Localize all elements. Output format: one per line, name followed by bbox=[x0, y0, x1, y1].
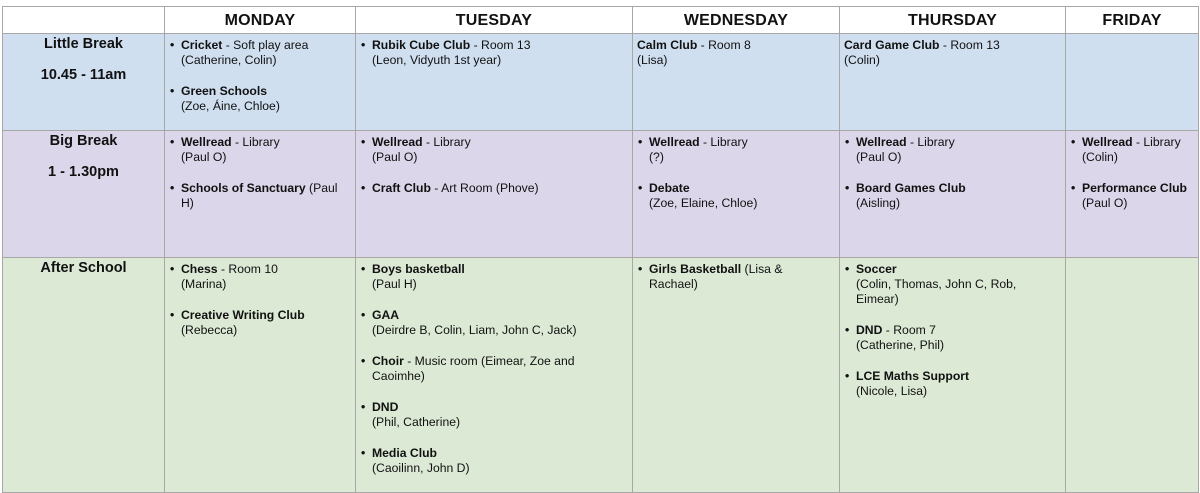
activity-name: Creative Writing Club bbox=[181, 308, 305, 322]
activity-name: DND bbox=[856, 323, 883, 337]
activity-staff: (Caoilinn, John D) bbox=[372, 461, 470, 475]
activity-list bbox=[356, 34, 632, 68]
activity-item bbox=[360, 181, 626, 196]
row-time: 10.45 - 11am bbox=[40, 67, 127, 83]
cell-after-tuesday bbox=[356, 258, 633, 493]
activity-detail: - Room 7 bbox=[882, 323, 936, 337]
activity-name: Debate bbox=[649, 181, 690, 195]
activity-name: Choir bbox=[372, 354, 404, 368]
activity-detail: - Room 13 bbox=[939, 38, 1000, 52]
day-header-friday: FRIDAY bbox=[1066, 7, 1199, 34]
activity-list bbox=[840, 258, 1065, 399]
bullet-icon: • bbox=[638, 135, 643, 149]
bullet-icon: • bbox=[361, 262, 366, 276]
activity-item bbox=[637, 262, 833, 292]
bullet-icon: • bbox=[170, 38, 175, 52]
activity-item bbox=[637, 181, 833, 211]
bullet-icon: • bbox=[170, 262, 175, 276]
activity-name: Boys basketball bbox=[372, 262, 465, 276]
activity-item bbox=[169, 135, 349, 165]
bullet-icon: • bbox=[845, 262, 850, 276]
activity-name: Chess bbox=[181, 262, 218, 276]
activity-name: Card Game Club bbox=[844, 38, 940, 52]
activity-name: Soccer bbox=[856, 262, 897, 276]
activity-staff: (Paul O) bbox=[856, 150, 902, 164]
activity-list bbox=[165, 258, 355, 338]
activity-list bbox=[840, 34, 1065, 68]
corner-cell bbox=[3, 7, 165, 34]
activity-item bbox=[637, 38, 833, 68]
activity-list bbox=[165, 34, 355, 114]
activity-detail: (Lisa & Rachael) bbox=[649, 262, 783, 291]
activity-detail: - Soft play area bbox=[222, 38, 309, 52]
activity-name: Cricket bbox=[181, 38, 223, 52]
activity-staff: (Deirdre B, Colin, Liam, John C, Jack) bbox=[372, 323, 577, 337]
activity-detail: - Art Room (Phove) bbox=[430, 181, 539, 195]
activity-item bbox=[169, 308, 349, 338]
activity-item bbox=[844, 181, 1059, 211]
bullet-icon: • bbox=[361, 446, 366, 460]
activity-staff: (Colin) bbox=[844, 53, 880, 67]
cell-little-friday bbox=[1066, 34, 1199, 131]
cell-little-monday bbox=[165, 34, 356, 131]
activity-staff: (Catherine, Phil) bbox=[856, 338, 945, 352]
cell-after-thursday bbox=[840, 258, 1066, 493]
activity-detail: - Room 10 bbox=[217, 262, 278, 276]
activity-name: Media Club bbox=[372, 446, 438, 460]
day-header-wednesday: WEDNESDAY bbox=[633, 7, 840, 34]
activity-name: Board Games Club bbox=[856, 181, 966, 195]
activity-name: Calm Club bbox=[637, 38, 698, 52]
activity-staff: (Zoe, Elaine, Chloe) bbox=[649, 196, 758, 210]
row-title: Little Break bbox=[44, 36, 123, 52]
activity-detail: - Music room (Eimear, Zoe and Caoimhe) bbox=[372, 354, 575, 383]
activity-list bbox=[1066, 131, 1198, 211]
activity-staff: (Lisa) bbox=[637, 53, 668, 67]
activity-list bbox=[840, 131, 1065, 211]
bullet-icon: • bbox=[845, 135, 850, 149]
header-row bbox=[3, 7, 1199, 34]
after-school-row bbox=[3, 258, 1199, 493]
activity-item bbox=[1070, 135, 1192, 165]
activity-name: LCE Maths Support bbox=[856, 369, 970, 383]
bullet-icon: • bbox=[170, 308, 175, 322]
activity-name: Wellread bbox=[372, 135, 423, 149]
row-title: Big Break bbox=[49, 133, 118, 149]
activity-item bbox=[360, 354, 626, 384]
bullet-icon: • bbox=[361, 135, 366, 149]
cell-little-wednesday bbox=[633, 34, 840, 131]
activity-staff: (Rebecca) bbox=[181, 323, 238, 337]
activity-list bbox=[356, 258, 632, 476]
bullet-icon: • bbox=[1071, 135, 1076, 149]
activity-name: DND bbox=[372, 400, 399, 414]
activity-staff: (Marina) bbox=[181, 277, 227, 291]
activity-item bbox=[169, 84, 349, 114]
bullet-icon: • bbox=[638, 262, 643, 276]
activity-detail: - Library bbox=[906, 135, 955, 149]
row-title: After School bbox=[40, 260, 127, 276]
activity-detail: - Room 13 bbox=[470, 38, 531, 52]
bullet-icon: • bbox=[361, 354, 366, 368]
bullet-icon: • bbox=[1071, 181, 1076, 195]
bullet-icon: • bbox=[638, 181, 643, 195]
clubs-timetable bbox=[2, 6, 1199, 493]
after-school-label bbox=[3, 258, 165, 493]
little-break-row bbox=[3, 34, 1199, 131]
activity-item bbox=[360, 262, 626, 292]
activity-item bbox=[844, 38, 1059, 68]
activity-staff: (Paul O) bbox=[1082, 196, 1128, 210]
cell-after-wednesday bbox=[633, 258, 840, 493]
day-header-monday: MONDAY bbox=[165, 7, 356, 34]
bullet-icon: • bbox=[361, 308, 366, 322]
activity-name: Girls Basketball bbox=[649, 262, 742, 276]
activity-staff: (Phil, Catherine) bbox=[372, 415, 461, 429]
activity-item bbox=[844, 262, 1059, 307]
activity-item bbox=[637, 135, 833, 165]
activity-staff: (Colin) bbox=[1082, 150, 1118, 164]
activity-item bbox=[360, 446, 626, 476]
activity-name: Wellread bbox=[181, 135, 232, 149]
activity-name: Schools of Sanctuary bbox=[181, 181, 306, 195]
activity-name: Craft Club bbox=[372, 181, 431, 195]
activity-name: Wellread bbox=[856, 135, 907, 149]
bullet-icon: • bbox=[361, 181, 366, 195]
little-break-label bbox=[3, 34, 165, 131]
activity-item bbox=[169, 38, 349, 68]
activity-detail: - Room 8 bbox=[697, 38, 751, 52]
activity-item bbox=[844, 323, 1059, 353]
activity-item bbox=[360, 400, 626, 430]
big-break-row bbox=[3, 131, 1199, 258]
activity-item bbox=[360, 308, 626, 338]
activity-staff: (?) bbox=[649, 150, 664, 164]
activity-staff: (Colin, Thomas, John C, Rob, Eimear) bbox=[856, 277, 1017, 306]
activity-list bbox=[356, 131, 632, 196]
cell-big-friday bbox=[1066, 131, 1199, 258]
activity-staff: (Paul H) bbox=[372, 277, 417, 291]
activity-item bbox=[360, 38, 626, 68]
day-header-thursday: THURSDAY bbox=[840, 7, 1066, 34]
activity-name: Wellread bbox=[1082, 135, 1133, 149]
activity-list bbox=[633, 34, 839, 68]
bullet-icon: • bbox=[845, 323, 850, 337]
activity-list bbox=[165, 131, 355, 211]
activity-detail: - Library bbox=[422, 135, 471, 149]
activity-name: Green Schools bbox=[181, 84, 268, 98]
activity-item bbox=[844, 135, 1059, 165]
activity-item bbox=[1070, 181, 1192, 211]
activity-name: Performance Club bbox=[1082, 181, 1187, 195]
activity-detail: (Paul H) bbox=[181, 181, 338, 210]
activity-item bbox=[169, 181, 349, 211]
activity-item bbox=[169, 262, 349, 292]
activity-staff: (Zoe, Áine, Chloe) bbox=[181, 99, 280, 113]
bullet-icon: • bbox=[845, 369, 850, 383]
activity-detail: - Library bbox=[231, 135, 280, 149]
cell-after-monday bbox=[165, 258, 356, 493]
bullet-icon: • bbox=[170, 135, 175, 149]
cell-big-wednesday bbox=[633, 131, 840, 258]
day-header-tuesday: TUESDAY bbox=[356, 7, 633, 34]
activity-detail: - Library bbox=[1132, 135, 1181, 149]
bullet-icon: • bbox=[170, 84, 175, 98]
bullet-icon: • bbox=[170, 181, 175, 195]
bullet-icon: • bbox=[361, 38, 366, 52]
activity-detail: - Library bbox=[699, 135, 748, 149]
activity-list bbox=[633, 131, 839, 211]
activity-name: Wellread bbox=[649, 135, 700, 149]
bullet-icon: • bbox=[361, 400, 366, 414]
activity-item bbox=[844, 369, 1059, 399]
activity-staff: (Aisling) bbox=[856, 196, 901, 210]
cell-little-tuesday bbox=[356, 34, 633, 131]
activity-list bbox=[633, 258, 839, 292]
cell-big-monday bbox=[165, 131, 356, 258]
activity-name: Rubik Cube Club bbox=[372, 38, 471, 52]
cell-after-friday bbox=[1066, 258, 1199, 493]
big-break-label bbox=[3, 131, 165, 258]
activity-item bbox=[360, 135, 626, 165]
cell-big-tuesday bbox=[356, 131, 633, 258]
activity-name: GAA bbox=[372, 308, 400, 322]
bullet-icon: • bbox=[845, 181, 850, 195]
activity-staff: (Paul O) bbox=[181, 150, 227, 164]
cell-little-thursday bbox=[840, 34, 1066, 131]
activity-staff: (Paul O) bbox=[372, 150, 418, 164]
cell-big-thursday bbox=[840, 131, 1066, 258]
activity-staff: (Catherine, Colin) bbox=[181, 53, 277, 67]
row-time: 1 - 1.30pm bbox=[48, 164, 119, 180]
activity-staff: (Nicole, Lisa) bbox=[856, 384, 928, 398]
activity-staff: (Leon, Vidyuth 1st year) bbox=[372, 53, 502, 67]
